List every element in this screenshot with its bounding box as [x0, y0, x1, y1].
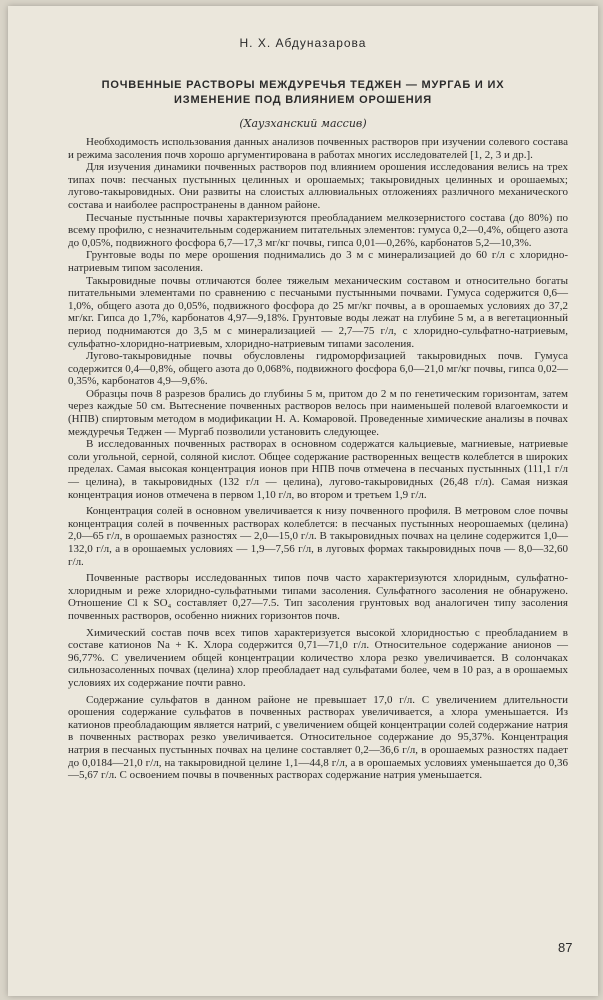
paragraph: Грунтовые воды по мере орошения поднимались до 3 м с минерализацией до 60 г/л с хлоридно-натриевым типом засоления. — [68, 249, 568, 274]
paragraph: Содержание сульфатов в данном районе не превышает 17,0 г/л. С увеличением длительности орошения содержание сульфатов в почвенных растворах увеличивается, а хлора уменьшается. Из катионов преобладающим является натрий, с увеличением общей концентрации солей содержание натрия в почвенных растворах резко увеличивается. Относительное содержание до 95,37%. Концентрация натрия в песчаных пустынных почвах на целине составляет 0,2—36,6 г/л, в орошаемых разностях падает до 0,0184—21,0 г/л, на такыровидной целине 1,1—44,8 г/л, а в орошаемых условиях уменьшается до 0,36—5,67 г/л. С освоением почвы в почвенных растворах содержание натрия уменьшается. — [68, 693, 568, 782]
book-page — [8, 6, 598, 996]
paragraph: Такыровидные почвы отличаются более тяжелым механическим составом и относительно богаты питательными элементами по сравнению с песчаными пустынными почвами. Гумуса содержится 0,6—1,0%, общего азота до 0,05%, подвижного фосфора до 25 мг/кг почвы, а в орошаемых условиях до 37,2 мг/кг. Гипса до 1,7%, карбонатов 4,97—9,18%. Грунтовые воды лежат на глубине 5 м, а в вегетационный период поднимаются до 3,5 м с минерализацией — 2,7—75 г/л, с хлоридно-сульфатно-натриевым, сульфатно-хлоридно-натриевым, хлоридно-натриевым типами засоления. — [68, 274, 568, 350]
article-title: ПОЧВЕННЫЕ РАСТВОРЫ МЕЖДУРЕЧЬЯ ТЕДЖЕН — МУРГАБ И ИХ ИЗМЕНЕНИЕ ПОД ВЛИЯНИЕМ ОРОШЕНИЯ — [101, 79, 505, 106]
article-body — [68, 136, 568, 782]
page-number: 87 — [558, 940, 573, 955]
author-name: Н. Х. Абдуназарова — [239, 36, 367, 50]
paragraph: В исследованных почвенных растворах в основном содержатся кальциевые, магниевые, натриевые соли угольной, серной, соляной кислот. Общее содержание растворенных веществ колеблется в широких пределах. Самая высокая концентрация ионов при НПВ почв отмечена в песчаных пустынных (111,1 г/л — целина), в такыровидных (132 г/л — целина), лугово-такыровидных (26,48 г/л). Самая низкая концентрация ионов отмечена в первом 1,10 г/л, во втором и третьем 1,9 г/л. — [68, 438, 568, 501]
article-subtitle: (Хаузханский массив) — [239, 117, 367, 130]
paragraph: Песчаные пустынные почвы характеризуются преобладанием мелкозернистого состава (до 80%) по всему профилю, с незначительным содержанием питательных элементов: гумуса 0,2—0,4%, общего азота до 0,05%, подвижного фосфора 6,7—17,3 мг/кг почвы, гипса 0,01—0,26%, карбонатов 5,2—10,3%. — [68, 211, 568, 249]
paragraph: Химический состав почв всех типов характеризуется высокой хлоридностью с преобладанием в составе катионов Na + K. Хлора содержится 0,71—71,0 г/л. Относительное содержание анионов — 96,77%. С увеличением общей концентрации количество хлора резко увеличивается. В солончаках сильнозасоленных почвах (целина) хлор преобладает над сульфатами более, чем в 10 раз, а в орошаемых условиях их содержание почти равно. — [68, 626, 568, 689]
paragraph: Почвенные растворы исследованных типов почв часто характеризуются хлоридным, сульфатно-хлоридным и реже хлоридно-сульфатными типами засоления. Сульфатного засоления не обнаружено. Отношение Cl к SO₄ составляет 0,27—7.5. Тип засоления грунтовых вод аналогичен типу засоления почвенных растворов, особенно нижних горизонтов почв. — [68, 572, 568, 622]
paragraph: Для изучения динамики почвенных растворов под влиянием орошения исследования велись на трех типах почв: песчаных пустынных целинных и орошаемых; такыровидных целинных и орошаемых; лугово-такыровидных. Они развиты на слоистых аллювиальных отложениях различного механического состава и наиболее распространены в данном районе. — [68, 161, 568, 211]
paragraph: Необходимость использования данных анализов почвенных растворов при изучении солевого состава и режима засоления почв хорошо аргументирована в работах многих исследователей [1, 2, 3 и др.]. — [68, 136, 568, 161]
paragraph: Образцы почв 8 разрезов брались до глубины 5 м, притом до 2 м по генетическим горизонтам, затем через каждые 50 см. Вытеснение почвенных растворов велось при наименьшей полевой влагоемкости и (НПВ) спиртовым методом в модификации Н. А. Комаровой. Проведенные химические анализы в почвах междуречья Теджен — Мургаб позволили установить следующее. — [68, 387, 568, 438]
paragraph: Лугово-такыровидные почвы обусловлены гидроморфизацией такыровидных почв. Гумуса содержится 0,4—0,8%, общего азота до 0,068%, подвижного фосфора 6,0—21,0 мг/кг почвы, гипса 0,02—0,35%, карбонатов 4,9—9,6%. — [68, 350, 568, 388]
paragraph: Концентрация солей в основном увеличивается к низу почвенного профиля. В метровом слое почвы концентрация солей в почвенных растворах колеблется: в песчаных пустынных неорошаемых (целина) 2,0—65 г/л, в орошаемых разностях — 2,0—15,0 г/л. В такыровидных почвах на целине содержится 1,0—132,0 г/л, а в орошаемых условиях — 1,9—7,56 г/л, в луговых формах такыровидных почв — 8,0—32,60 г/л. — [68, 505, 568, 568]
